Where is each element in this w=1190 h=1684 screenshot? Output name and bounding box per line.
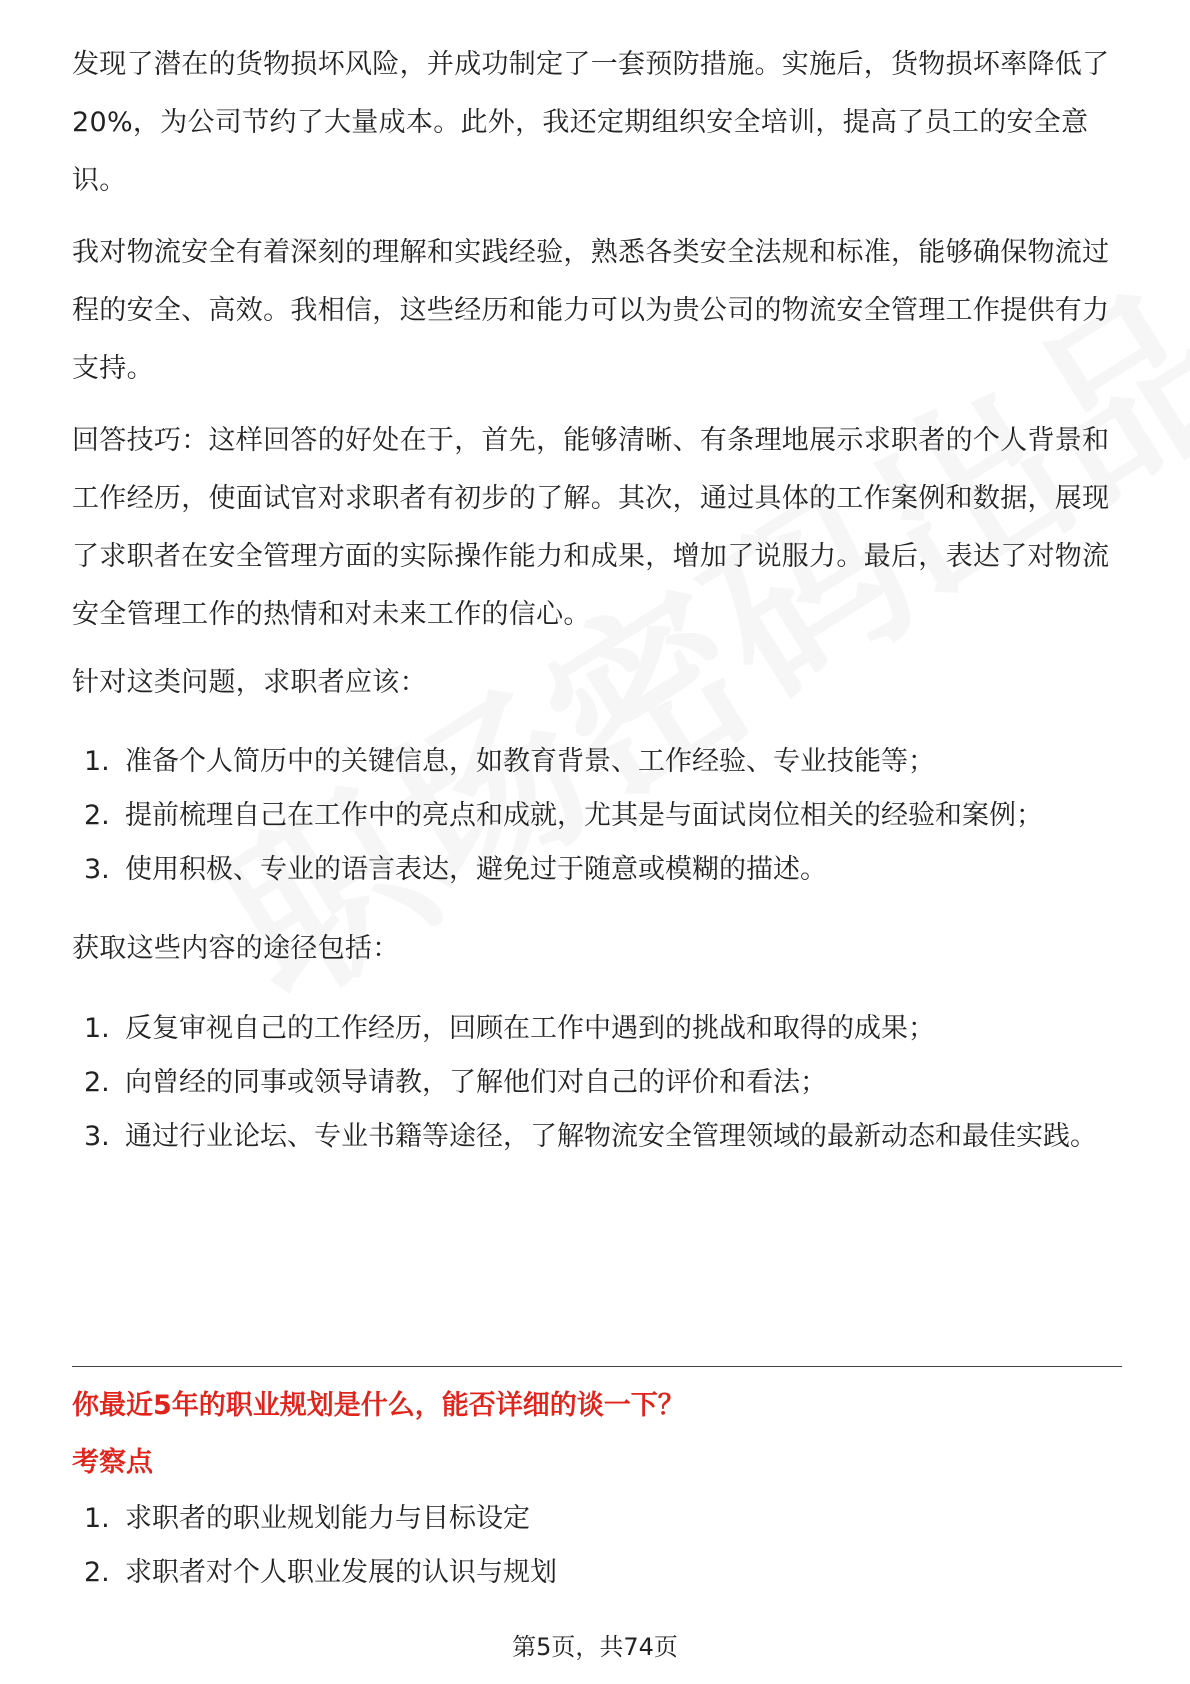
section-label: 考察点 <box>72 1447 153 1478</box>
list-text: 准备个人简历中的关键信息，如教育背景、工作经验、专业技能等； <box>125 746 935 777</box>
list-item <box>72 1544 1122 1602</box>
paragraph-ways: 获取这些内容的途径包括： <box>72 933 400 964</box>
list-item <box>72 1490 1122 1548</box>
list-number: 1. <box>84 746 110 777</box>
list-number: 2. <box>84 1067 110 1098</box>
paragraph-answer-tips: 回答技巧：这样回答的好处在于，首先，能够清晰、有条理地展示求职者的个人背景和工作经历，使面试官对求职者有初步的了解。其次，通过具体的工作案例和数据，展现了求职者在安全管理方面的实际操作能力和成果，增加了说服力。最后，表达了对物流安全管理工作的热情和对未来工作的信心。 <box>72 425 1110 630</box>
list-text: 提前梳理自己在工作中的亮点和成就，尤其是与面试岗位相关的经验和案例； <box>125 800 1043 831</box>
paragraph-should: 针对这类问题，求职者应该： <box>72 667 427 698</box>
list-number: 3. <box>84 854 110 885</box>
list-item <box>72 1000 1122 1058</box>
paragraph-1: 发现了潜在的货物损坏风险，并成功制定了一套预防措施。实施后，货物损坏率降低了20%，为公司节约了大量成本。此外，我还定期组织安全培训，提高了员工的安全意识。 <box>72 49 1110 196</box>
list-number: 1. <box>84 1503 110 1534</box>
list-number: 3. <box>84 1121 110 1152</box>
list-text: 通过行业论坛、专业书籍等途径，了解物流安全管理领域的最新动态和最佳实践。 <box>125 1121 1097 1152</box>
section-divider <box>72 1366 1122 1367</box>
list-item <box>72 841 1122 899</box>
list-number: 2. <box>84 1557 110 1588</box>
paragraph-2: 我对物流安全有着深刻的理解和实践经验，熟悉各类安全法规和标准，能够确保物流过程的安全、高效。我相信，这些经历和能力可以为贵公司的物流安全管理工作提供有力支持。 <box>72 237 1110 384</box>
list-item <box>72 1108 1122 1166</box>
list-text: 使用积极、专业的语言表达，避免过于随意或模糊的描述。 <box>125 854 827 885</box>
list-text: 求职者的职业规划能力与目标设定 <box>125 1503 530 1534</box>
list-number: 2. <box>84 800 110 831</box>
page-footer: 第5页，共74页 <box>512 1633 678 1661</box>
list-text: 向曾经的同事或领导请教，了解他们对自己的评价和看法； <box>125 1067 827 1098</box>
list-item <box>72 733 1122 791</box>
question-heading: 你最近5年的职业规划是什么，能否详细的谈一下？ <box>72 1390 685 1421</box>
list-number: 1. <box>84 1013 110 1044</box>
list-item <box>72 787 1122 845</box>
list-text: 反复审视自己的工作经历，回顾在工作中遇到的挑战和取得的成果； <box>125 1013 935 1044</box>
list-text: 求职者对个人职业发展的认识与规划 <box>125 1557 557 1588</box>
list-item <box>72 1054 1122 1112</box>
